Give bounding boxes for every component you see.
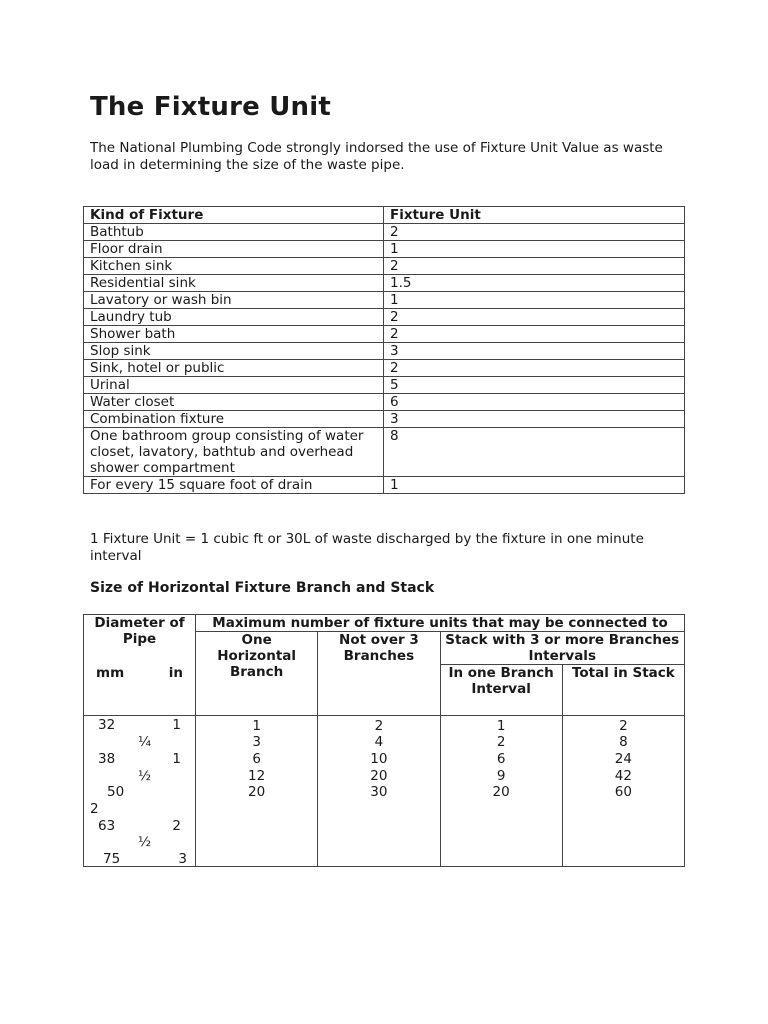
- value-cell: 2: [374, 717, 384, 734]
- pipe-size-text: 1: [172, 716, 181, 733]
- fixture-kind-cell: Sink, hotel or public: [84, 360, 384, 377]
- fixture-kind-cell: One bathroom group consisting of water closet, lavatory, bathtub and overhead shower compartment: [84, 428, 384, 477]
- fixture-unit-cell: 5: [384, 377, 685, 394]
- header-in: in: [168, 664, 183, 681]
- pipe-size-cell: [84, 715, 196, 866]
- table-row: [84, 224, 685, 241]
- table-row: [84, 343, 685, 360]
- header-total-in-stack: Total in Stack: [562, 665, 684, 716]
- value-cell: 3: [252, 734, 261, 751]
- table-row: [84, 326, 685, 343]
- pipe-size-text: 2: [90, 800, 99, 817]
- in-one-interval-values: [440, 715, 562, 866]
- table-row: [84, 715, 685, 866]
- table-row: [84, 394, 685, 411]
- not-over-3-values: [318, 715, 440, 866]
- fixture-kind-cell: For every 15 square foot of drain: [84, 477, 384, 494]
- table-row: [84, 411, 685, 428]
- fixture-unit-cell: 2: [384, 224, 685, 241]
- header-diameter-of-pipe: Diameter of Pipe: [84, 615, 196, 665]
- intro-paragraph: The National Plumbing Code strongly indorsed the use of Fixture Unit Value as waste load in determining the size of the waste pipe.: [90, 140, 663, 173]
- table-row: [84, 241, 685, 258]
- header-fixture-unit: Fixture Unit: [384, 207, 685, 224]
- table-row: [84, 258, 685, 275]
- table-row: [84, 360, 685, 377]
- fixture-unit-cell: 2: [384, 309, 685, 326]
- section-heading: Size of Horizontal Fixture Branch and Stack: [90, 580, 435, 596]
- value-cell: 24: [614, 750, 632, 767]
- table-row: [84, 309, 685, 326]
- fixture-unit-cell: 3: [384, 411, 685, 428]
- value-cell: 8: [619, 734, 628, 751]
- fixture-kind-cell: Shower bath: [84, 326, 384, 343]
- pipe-size-text: ½: [138, 833, 152, 850]
- fixture-unit-cell: 1: [384, 241, 685, 258]
- page-title: The Fixture Unit: [90, 92, 331, 122]
- fixture-unit-cell: 1: [384, 292, 685, 309]
- fixture-unit-cell: 6: [384, 394, 685, 411]
- value-cell: 10: [370, 750, 388, 767]
- fixture-unit-cell: 2: [384, 326, 685, 343]
- fixture-kind-cell: Urinal: [84, 377, 384, 394]
- header-stack-intervals: Stack with 3 or more Branches Intervals: [440, 632, 685, 665]
- fixture-kind-cell: Floor drain: [84, 241, 384, 258]
- fixture-unit-cell: 2: [384, 258, 685, 275]
- value-cell: 30: [370, 784, 388, 801]
- header-mm-in: [84, 665, 196, 716]
- header-not-over-3-branches: Not over 3 Branches: [318, 632, 440, 716]
- table-row: [84, 292, 685, 309]
- value-cell: 4: [374, 734, 384, 751]
- pipe-size-text: 50: [107, 783, 125, 800]
- pipe-size-text: 75: [103, 850, 121, 867]
- pipe-size-text: 1: [172, 750, 181, 767]
- value-cell: 20: [248, 784, 266, 801]
- pipe-size-text: ½: [138, 767, 152, 784]
- value-cell: 12: [248, 767, 266, 784]
- fixture-kind-cell: Slop sink: [84, 343, 384, 360]
- value-cell: 9: [496, 767, 506, 784]
- fixture-unit-cell: 1: [384, 477, 685, 494]
- value-cell: 20: [492, 784, 510, 801]
- pipe-size-text: 63: [98, 817, 116, 834]
- fixture-kind-cell: Combination fixture: [84, 411, 384, 428]
- pipe-size-text: 3: [178, 850, 187, 867]
- fixture-kind-cell: Bathtub: [84, 224, 384, 241]
- fixture-unit-cell: 1.5: [384, 275, 685, 292]
- value-cell: 2: [496, 734, 506, 751]
- fixture-kind-cell: Residential sink: [84, 275, 384, 292]
- table-header-row: [84, 615, 685, 632]
- value-cell: 6: [252, 750, 261, 767]
- header-kind-of-fixture: Kind of Fixture: [84, 207, 384, 224]
- value-cell: 2: [619, 717, 628, 734]
- table-row: [84, 428, 685, 477]
- pipe-size-text: ¼: [138, 733, 152, 750]
- fixture-unit-definition: 1 Fixture Unit = 1 cubic ft or 30L of waste discharged by the fixture in one minute interval: [90, 531, 644, 564]
- table-row: [84, 477, 685, 494]
- pipe-size-text: 32: [98, 716, 116, 733]
- header-in-one-branch-interval: In one Branch Interval: [440, 665, 562, 716]
- fixture-unit-cell: 2: [384, 360, 685, 377]
- value-cell: 6: [496, 750, 506, 767]
- value-cell: 1: [496, 717, 506, 734]
- value-cell: 60: [614, 784, 632, 801]
- header-max-fixture-units: Maximum number of fixture units that may be connected to: [196, 615, 685, 632]
- total-in-stack-values: [562, 715, 684, 866]
- fixture-unit-table: [83, 206, 685, 494]
- fixture-unit-cell: 8: [384, 428, 685, 477]
- one-branch-values: [196, 715, 318, 866]
- value-cell: 42: [614, 767, 632, 784]
- pipe-size-text: 2: [172, 817, 181, 834]
- value-cell: 20: [370, 767, 388, 784]
- fixture-kind-cell: Lavatory or wash bin: [84, 292, 384, 309]
- table-header-row: [84, 207, 685, 224]
- branch-stack-table: [83, 614, 685, 867]
- table-row: [84, 377, 685, 394]
- fixture-kind-cell: Laundry tub: [84, 309, 384, 326]
- header-mm: mm: [96, 664, 125, 681]
- fixture-kind-cell: Water closet: [84, 394, 384, 411]
- header-one-horizontal-branch: One Horizontal Branch: [196, 632, 318, 716]
- value-cell: 1: [252, 717, 261, 734]
- fixture-unit-cell: 3: [384, 343, 685, 360]
- fixture-kind-cell: Kitchen sink: [84, 258, 384, 275]
- pipe-size-text: 38: [98, 750, 116, 767]
- table-row: [84, 275, 685, 292]
